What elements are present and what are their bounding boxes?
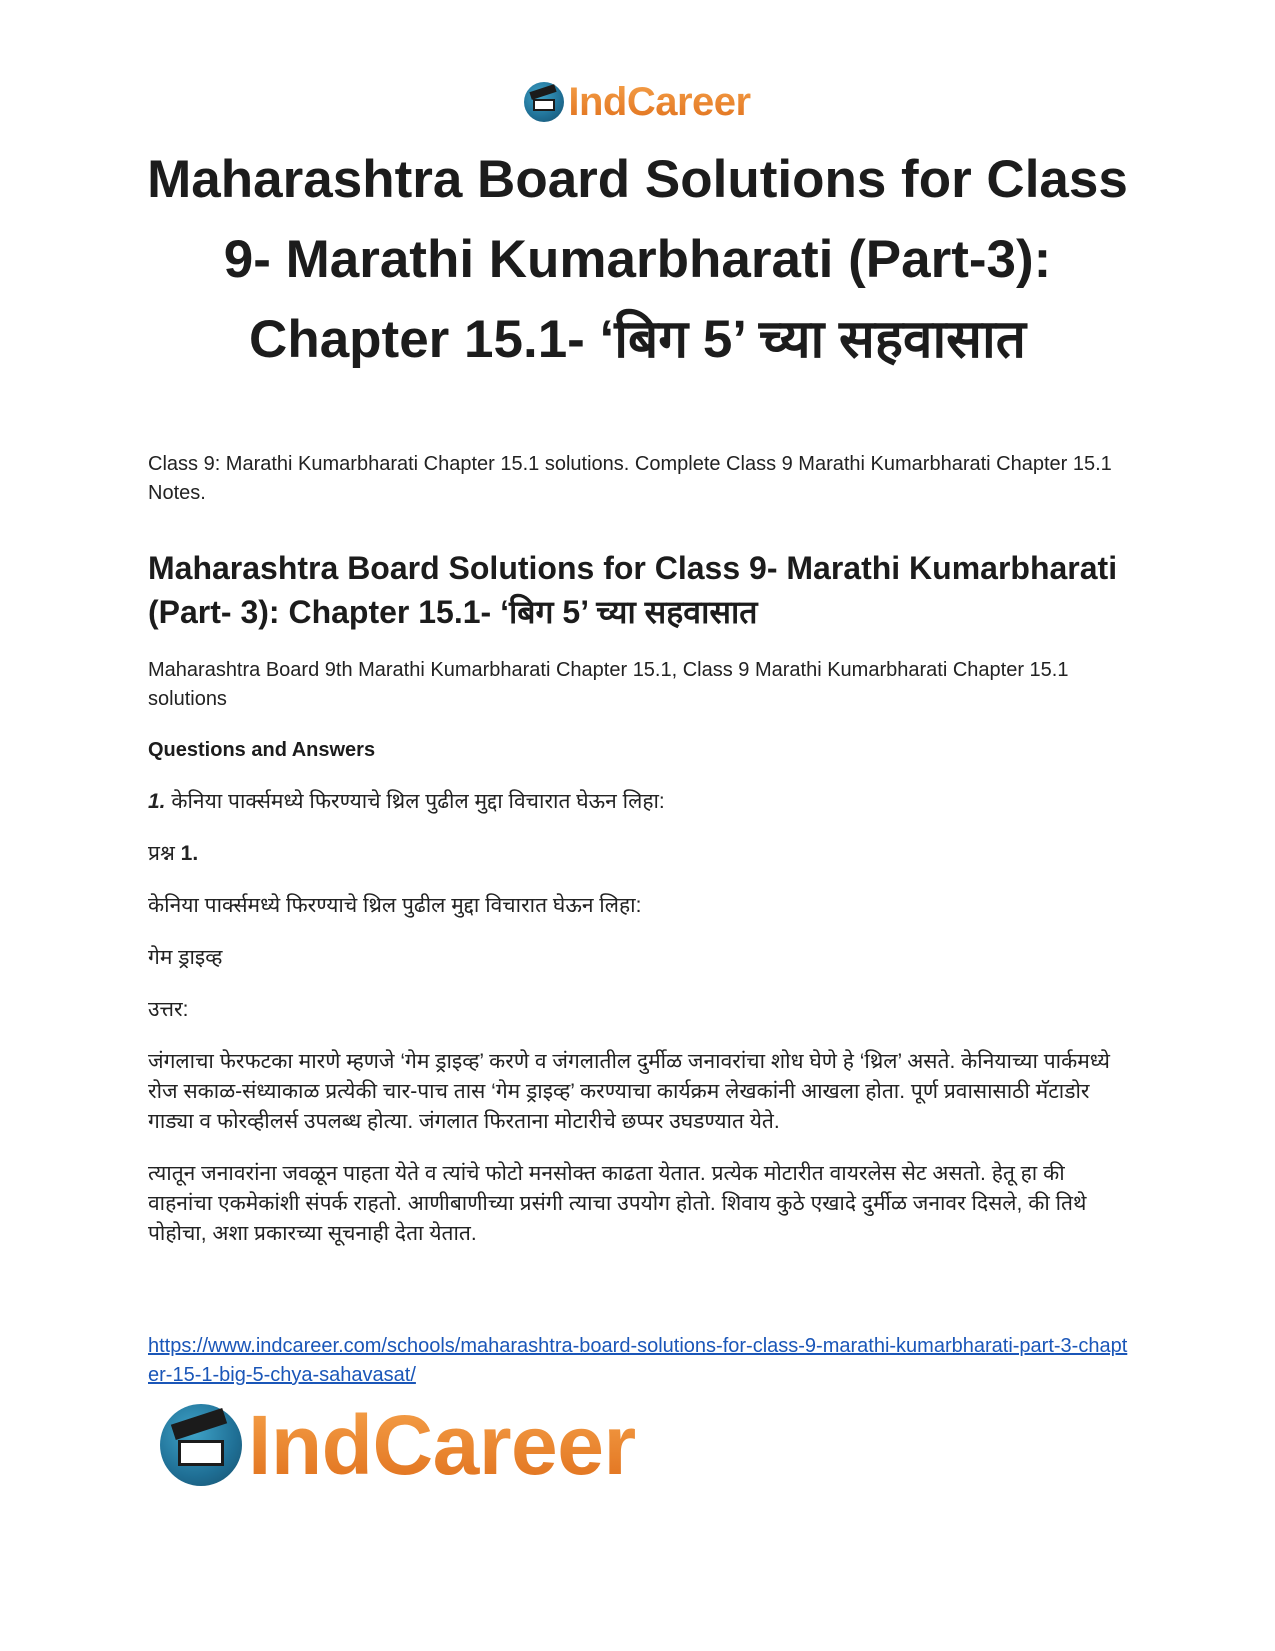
answer-label: उत्तर:	[148, 998, 189, 1021]
header-logo[interactable]	[0, 80, 1275, 124]
main-content	[148, 450, 1128, 1271]
intro-text: Class 9: Marathi Kumarbharati Chapter 15.1 solutions. Complete Class 9 Marathi Kumarbharati Chapter 15.1 Notes.	[148, 453, 1112, 504]
graduation-cap-logo-icon	[524, 82, 564, 122]
section-heading: Maharashtra Board Solutions for Class 9- Marathi Kumarbharati (Part- 3): Chapter 15.1- ‘बिग 5’ च्या सहवासात	[148, 550, 1118, 630]
qa-heading: Questions and Answers	[148, 739, 376, 761]
answer-paragraph-2: त्यातून जनावरांना जवळून पाहता येते व त्यांचे फोटो मनसोक्त काढता येतात. प्रत्येक मोटारीत वायरलेस सेट असतो. हेतू हा की वाहनांचा एकमेकांशी संपर्क राहतो. आणीबाणीच्या प्रसंगी त्याचा उपयोग होतो. शिवाय कुठे एखादे दुर्मीळ जनावर दिसले, की तिथे पोहोचा, अशा प्रकारच्या सूचनाही देता येतात.	[148, 1162, 1087, 1245]
footer-logo[interactable]	[160, 1400, 636, 1490]
section-description: Maharashtra Board 9th Marathi Kumarbharati Chapter 15.1, Class 9 Marathi Kumarbharati Chapter 15.1 solutions	[148, 659, 1069, 710]
answer-paragraph-1: जंगलाचा फेरफटका मारणे म्हणजे ‘गेम ड्राइव्ह’ करणे व जंगलातील दुर्मीळ जनावरांचा शोध घेणे हे ‘थ्रिल’ असते. केनियाच्या पार्कमध्ये रोज सकाळ-संध्याकाळ प्रत्येकी चार-पाच तास ‘गेम ड्राइव्ह’ करण्याचा कार्यक्रम लेखकांनी आखला होता. पूर्ण प्रवासासाठी मॅटाडोर गाड्या व फोरव्हीलर्स उपलब्ध होत्या. जंगलात फिरताना मोटारीचे छप्पर उघडण्यात येते.	[148, 1050, 1110, 1133]
question-point: गेम ड्राइव्ह	[148, 946, 223, 969]
prashna-label-line	[148, 839, 1128, 869]
prashna-label: प्रश्न	[148, 842, 175, 865]
source-link[interactable]: https://www.indcareer.com/schools/maharashtra-board-solutions-for-class-9-marathi-kumarbharati-part-3-chapter-15-1-big-5-chya-sahavasat/	[148, 1335, 1128, 1386]
page-title: Maharashtra Board Solutions for Class 9- Marathi Kumarbharati (Part-3): Chapter 15.1- ‘बिग 5’ च्या सहवासात	[147, 150, 1128, 369]
header-logo-text: IndCareer	[568, 80, 751, 124]
footer-logo-text: IndCareer	[248, 1398, 636, 1492]
question-text: केनिया पार्क्समध्ये फिरण्याचे थ्रिल पुढील मुद्दा विचारात घेऊन लिहा:	[171, 790, 665, 813]
graduation-cap-logo-icon	[160, 1404, 242, 1486]
question-repeat-text: केनिया पार्क्समध्ये फिरण्याचे थ्रिल पुढील मुद्दा विचारात घेऊन लिहा:	[148, 894, 642, 917]
question-1	[148, 787, 1128, 817]
question-number: 1.	[148, 790, 166, 813]
prashna-number: 1.	[180, 842, 199, 865]
